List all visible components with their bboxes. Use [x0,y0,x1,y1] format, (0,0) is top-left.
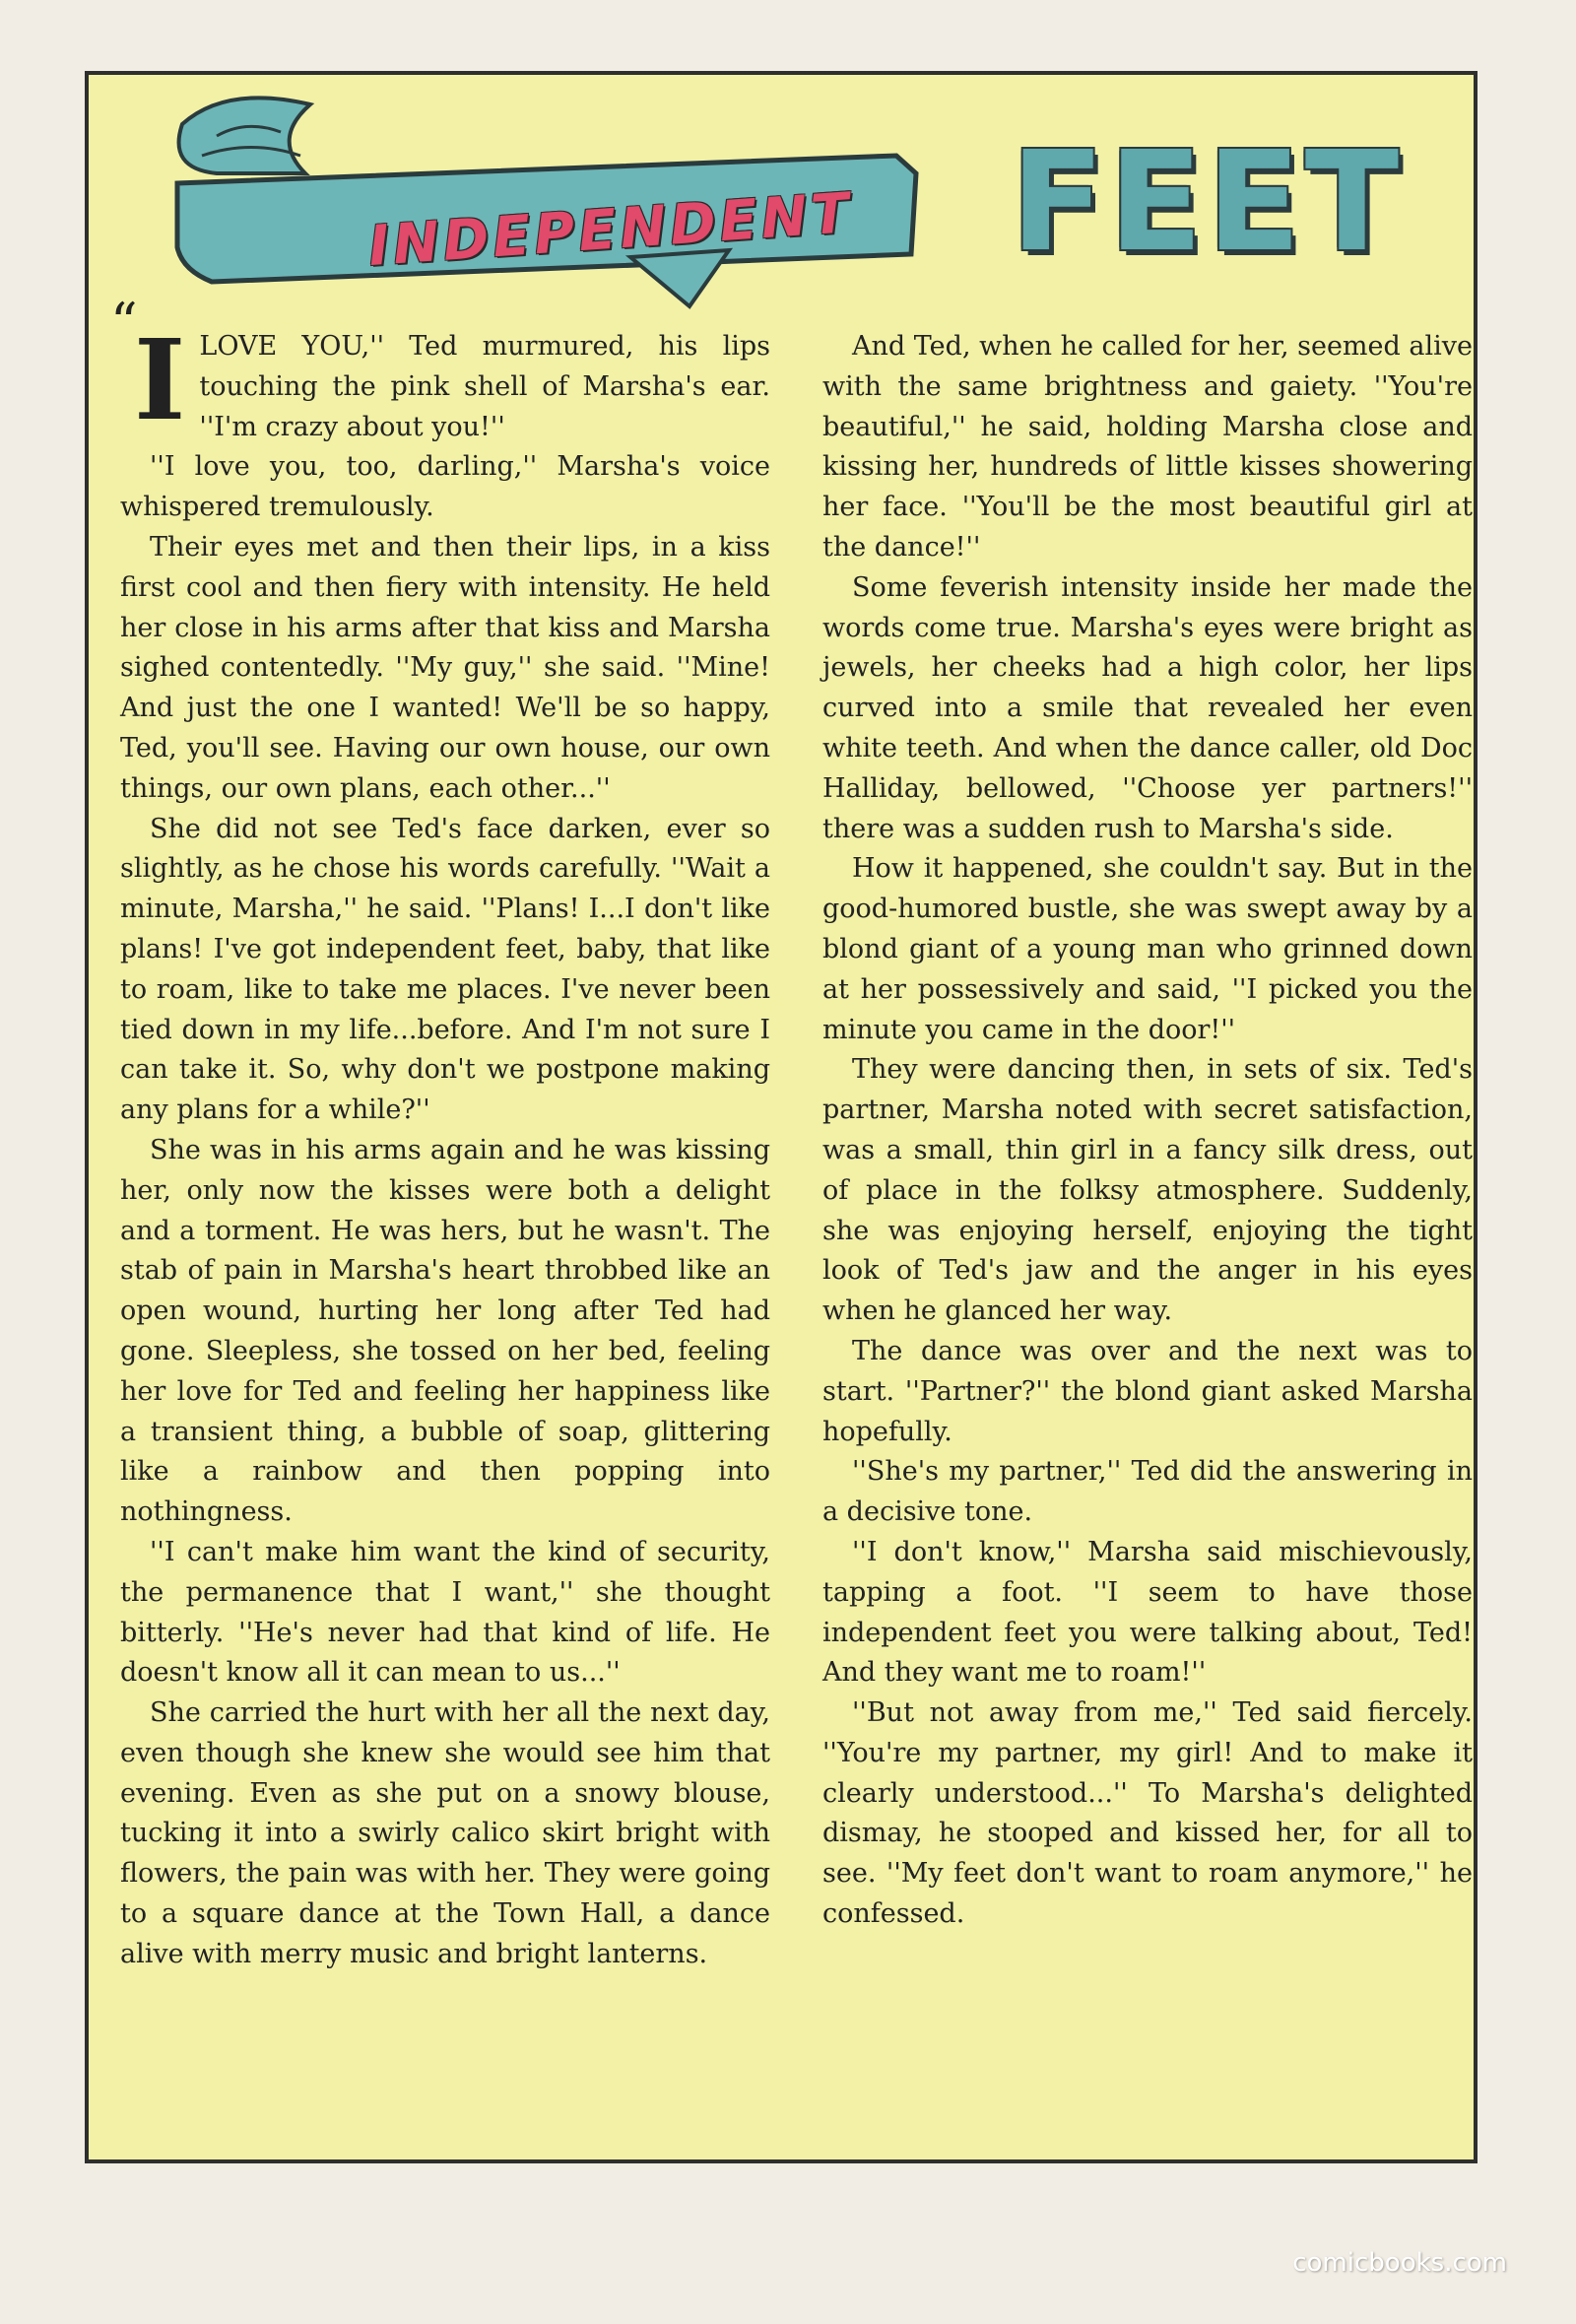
story-paragraph: ''I can't make him want the kind of security, the permanence that I want,'' she thought bitterly. ''He's never had that kind of life. He doesn't know all it can mean to us...'' [120,1536,770,1689]
story-column-left [110,292,770,1975]
drop-open-quote: “ [110,292,138,354]
title-big-word: FEET [1010,122,1404,283]
story-title [89,75,1481,311]
story-paragraph: The dance was over and the next was to start. ''Partner?'' the blond giant asked Marsha hopefully. [822,1335,1473,1447]
story-paragraph: ''I love you, too, darling,'' Marsha's voice whispered tremulously. [120,451,770,523]
story-paragraph: She was in his arms again and he was kissing her, only now the kisses were both a delight and a torment. He was hers, but he wasn't. The stab of pain in Marsha's heart throbbed like an open wound, hurting her long after Ted had gone. Sleepless, she tossed on her bed, feeling her love for Ted and feeling her happiness like a transient thing, a bubble of soap, glittering like a rainbow and then popping into nothingness. [120,1134,770,1528]
story-paragraph: ''But not away from me,'' Ted said fiercely. ''You're my partner, my girl! And to make it clearly understood...'' To Marsha's delighted dismay, he stooped and kissed her, for all to see. ''My feet don't want to roam anymore,'' he confessed. [822,1697,1473,1930]
story-paragraph: She carried the hurt with her all the next day, even though she knew she would see him that evening. Even as she put on a snowy blouse, tucking it into a swirly calico skirt bright with flowers, the pain was with her. They were going to a square dance at the Town Hall, a dance alive with merry music and bright lanterns. [120,1697,770,1969]
story-paragraph: They were dancing then, in sets of six. Ted's partner, Marsha noted with secret satisfaction, was a small, thin girl in a fancy silk dress, out of place in the folksy atmosphere. Suddenly, she was enjoying herself, enjoying the tight look of Ted's jaw and the anger in his eyes when he glanced her way. [822,1054,1473,1327]
title-scroll-text: INDEPENDENT [366,180,855,280]
story-paragraph: Some feverish intensity inside her made the words come true. Marsha's eyes were bright as jewels, her cheeks had a high color, her lips curved into a smile that revealed her even white teeth. And when the dance caller, old Doc Halliday, bellowed, ''Choose yer partners!'' there was a sudden rush to Marsha's side. [822,571,1473,844]
paragraph-text: LOVE YOU,'' Ted murmured, his lips touching the pink shell of Marsha's ear. ''I'm crazy about you!'' [199,331,770,442]
story-paragraph: ''I don't know,'' Marsha said mischievously, tapping a foot. ''I seem to have those independent feet you were talking about, Ted! And they want me to roam!'' [822,1536,1473,1689]
story-paragraph: She did not see Ted's face darken, ever so slightly, as he chose his words carefully. ''Wait a minute, Marsha,'' he said. ''Plans! I...I don't like plans! I've got independent feet, baby, that like to roam, like to take me places. I've never been tied down in my life...before. And I'm not sure I can take it. So, why don't we postpone making any plans for a while?'' [120,813,770,1126]
site-watermark: comicbooks.com [1292,2248,1507,2278]
story-paragraph: And Ted, when he called for her, seemed alive with the same brightness and gaiety. ''You're beautiful,'' he said, holding Marsha close and kissing her, hundreds of little kisses showering her face. ''You'll be the most beautiful girl at the dance!'' [822,331,1473,563]
story-paragraph: How it happened, she couldn't say. But in the good-humored bustle, she was swept away by a blond giant of a young man who grinned down at her possessively and said, ''I picked you the minute you came in the door!'' [822,853,1473,1045]
story-panel [85,71,1478,2163]
drop-cap: I [134,316,186,445]
story-column-right [822,327,1473,1935]
story-paragraph: ''She's my partner,'' Ted did the answering in a decisive tone. [822,1456,1473,1528]
story-paragraph: Their eyes met and then their lips, in a kiss first cool and then fiery with intensity. He held her close in his arms after that kiss and Marsha sighed contentedly. ''My guy,'' she said. ''Mine! And just the one I wanted! We'll be so happy, Ted, you'll see. Having our own house, our own things, our own plans, each other...'' [120,531,770,804]
story-paragraph [110,292,770,447]
